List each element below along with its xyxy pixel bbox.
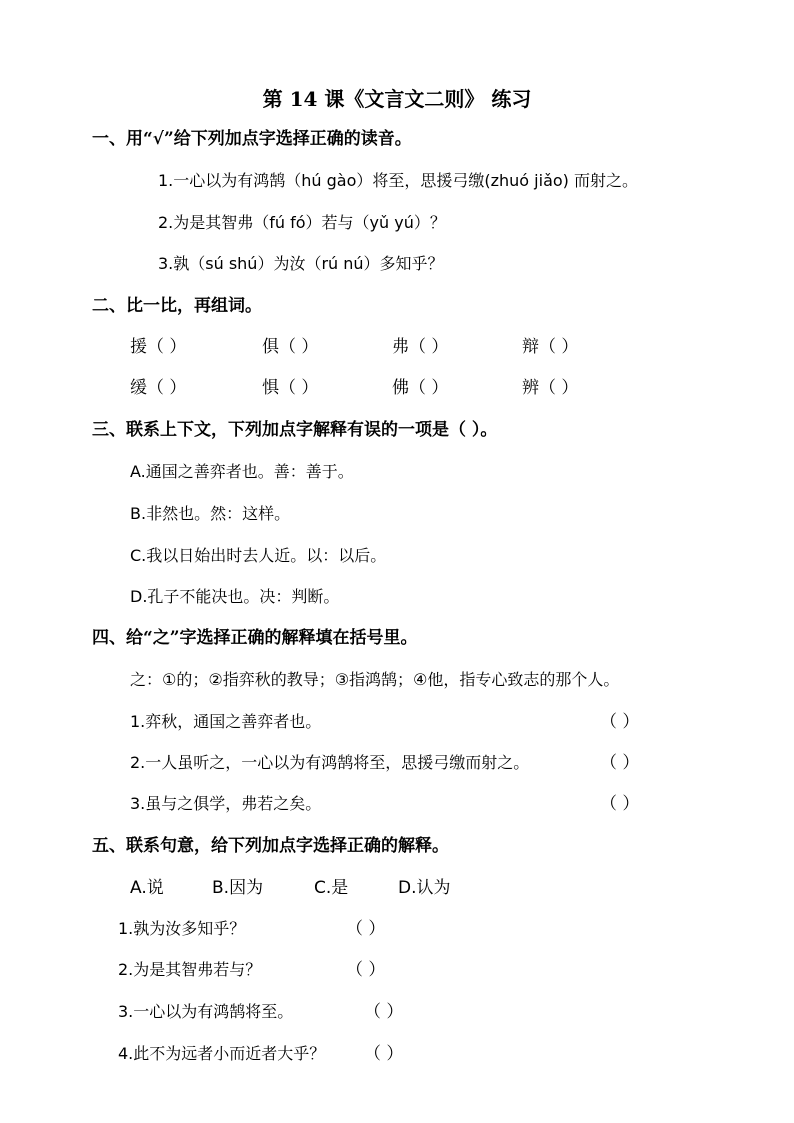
section-1-heading: 一、用“√”给下列加点字选择正确的读音。 (92, 129, 412, 149)
s5-item-1: 1.孰为汝多知乎？ (118, 919, 246, 938)
s2-word-5: 缓（ ） (130, 378, 187, 398)
s3-option-a: A.通国之善弈者也。善：善于。 (130, 462, 354, 481)
section-3-heading: 三、联系上下文，下列加点字解释有误的一项是（ ）。 (92, 420, 498, 440)
s5-option-d: D.认为 (398, 878, 451, 898)
page-title: 第 14 课《文言文二则》 练习 (262, 87, 532, 111)
s4-item-1-blank: （ ） (600, 712, 640, 732)
s5-option-a: A.说 (130, 878, 164, 898)
s4-options: 之：①的；②指弈秋的教导；③指鸿鹄；④他，指专心致志的那个人。 (130, 670, 620, 689)
s5-item-2: 2.为是其智弗若与？ (118, 960, 262, 979)
s1-item-2: 2.为是其智弗（fú fó）若与（yǔ yú）？ (158, 213, 446, 232)
section-5-heading: 五、联系句意，给下列加点字选择正确的解释。 (92, 836, 449, 856)
s3-option-b: B.非然也。然：这样。 (130, 504, 291, 523)
s2-word-4: 辩（ ） (522, 337, 579, 357)
s4-item-1: 1.弈秋，通国之善弈者也。 (130, 712, 322, 731)
s2-word-2: 俱（ ） (262, 337, 319, 357)
s5-item-1-blank: （ ） (346, 919, 386, 939)
s5-item-4-blank: （ ） (364, 1044, 404, 1064)
s3-option-c: C.我以日始出时去人近。以：以后。 (130, 546, 387, 565)
s5-item-2-blank: （ ） (346, 960, 386, 980)
s4-item-2: 2.一人虽听之，一心以为有鸿鹄将至，思援弓缴而射之。 (130, 753, 530, 772)
s5-item-3-blank: （ ） (364, 1002, 404, 1022)
s5-option-b: B.因为 (212, 878, 264, 898)
s2-word-1: 援（ ） (130, 337, 187, 357)
s4-item-3: 3.虽与之俱学，弗若之矣。 (130, 794, 322, 813)
section-2-heading: 二、比一比，再组词。 (92, 296, 262, 316)
s3-option-d: D.孔子不能决也。决：判断。 (130, 587, 340, 606)
s4-item-3-blank: （ ） (600, 794, 640, 814)
s5-item-4: 4.此不为远者小而近者大乎？ (118, 1044, 326, 1063)
s2-word-8: 辨（ ） (522, 378, 579, 398)
s2-word-3: 弗（ ） (392, 337, 449, 357)
s2-word-6: 惧（ ） (262, 378, 319, 398)
s5-option-c: C.是 (314, 878, 349, 898)
section-4-heading: 四、给“之”字选择正确的解释填在括号里。 (92, 628, 418, 648)
s5-item-3: 3.一心以为有鸿鹄将至。 (118, 1002, 294, 1021)
s4-item-2-blank: （ ） (600, 753, 640, 773)
s1-item-3: 3.孰（sú shú）为汝（rú nú）多知乎？ (158, 254, 444, 273)
s1-item-1: 1.一心以为有鸿鹄（hú gào）将至，思援弓缴(zhuó jiǎo) 而射之。 (158, 171, 638, 190)
s2-word-7: 佛（ ） (392, 378, 449, 398)
